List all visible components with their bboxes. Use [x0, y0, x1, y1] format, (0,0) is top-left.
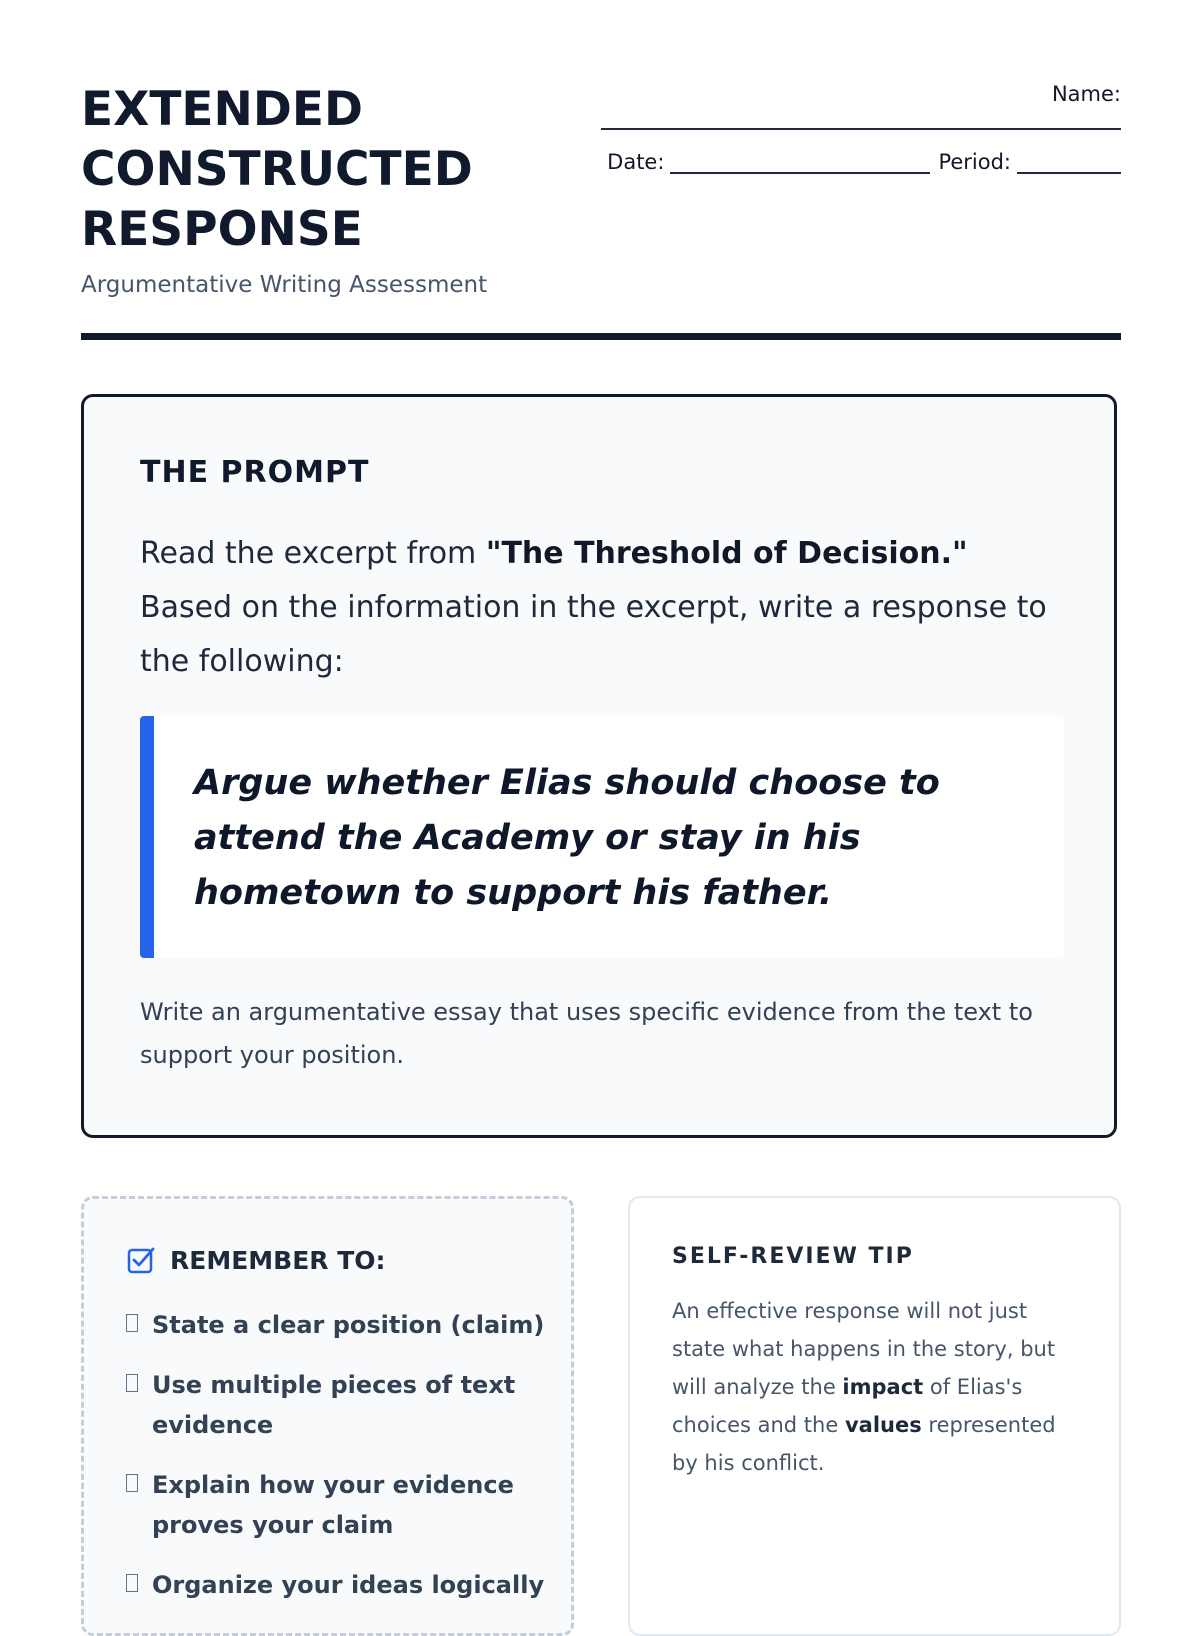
prompt-intro: [140, 527, 1060, 689]
list-item: [126, 1305, 546, 1345]
missing-glyph-icon: [126, 1474, 138, 1492]
prompt-instructions: Write an argumentative essay that uses specific evidence from the text to support your position.: [140, 998, 1033, 1069]
list-item-text: Organize your ideas logically: [152, 1571, 545, 1599]
name-label: Name:: [1051, 82, 1121, 106]
worksheet-header: [81, 80, 1121, 340]
remember-header: [126, 1245, 386, 1275]
title-line-2: CONSTRUCTED: [81, 142, 473, 197]
title-line-1: EXTENDED: [81, 82, 363, 137]
period-field[interactable]: [1017, 154, 1121, 174]
missing-glyph-icon: [126, 1374, 138, 1392]
prompt-question: Argue whether Elias should choose to attend the Academy or stay in his hometown to support his father.: [194, 763, 940, 913]
missing-glyph-icon: [126, 1314, 138, 1332]
remember-checklist-card: [81, 1196, 574, 1636]
list-item-text: Explain how your evidence proves your claim: [152, 1471, 514, 1539]
remember-list: [126, 1305, 546, 1625]
excerpt-title: "The Threshold of Decision.": [485, 536, 968, 571]
page-subtitle: Argumentative Writing Assessment: [81, 272, 488, 298]
name-field[interactable]: [601, 122, 1121, 130]
tip-body: [672, 1292, 1082, 1482]
tip-text-3: represented by his conflict.: [672, 1413, 1056, 1475]
tip-bold-values: values: [844, 1413, 922, 1437]
list-item-text: Use multiple pieces of text evidence: [152, 1371, 516, 1439]
date-label: Date:: [607, 150, 665, 174]
prompt-heading: THE PROMPT: [140, 455, 370, 490]
tip-text-2: of Elias's choices and the: [672, 1375, 1023, 1437]
tip-bold-impact: impact: [842, 1375, 924, 1399]
remember-title: REMEMBER TO:: [170, 1245, 386, 1275]
checkbox-icon: [126, 1245, 156, 1275]
period-label: Period:: [938, 150, 1011, 174]
header-divider: [81, 333, 1121, 340]
page-title: [81, 80, 601, 260]
date-period-row: [601, 150, 1121, 174]
prompt-intro-start: Read the excerpt from: [140, 536, 486, 571]
tip-text-1: An effective response will not just state what happens in the story, but will analyze the: [672, 1299, 1056, 1399]
missing-glyph-icon: [126, 1574, 138, 1592]
list-item: [126, 1465, 546, 1545]
student-info-fields: [601, 82, 1121, 174]
list-item-text: State a clear position (claim): [152, 1311, 545, 1339]
date-field[interactable]: [670, 154, 930, 174]
list-item: [126, 1565, 546, 1605]
title-line-3: RESPONSE: [81, 202, 363, 257]
prompt-intro-end: Based on the information in the excerpt, write a response to the following:: [140, 590, 1047, 679]
prompt-question-box: [140, 716, 1064, 958]
tip-heading: SELF-REVIEW TIP: [672, 1244, 914, 1269]
list-item: [126, 1365, 546, 1445]
self-review-tip-card: [628, 1196, 1121, 1636]
prompt-card: [81, 394, 1117, 1138]
